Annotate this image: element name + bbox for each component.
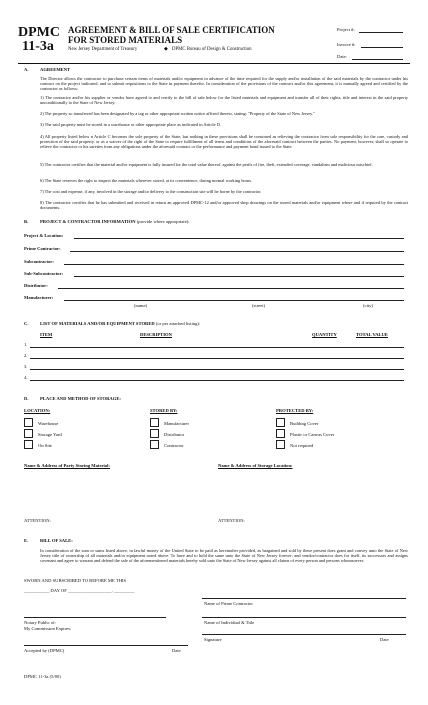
- agreement-intro: The Director allows the contractor to purchase certain items of materials and/or equipment in advance of the time required for the supply and/or installation of the said materials by the contractor under his contract on the project indicated, and to submit requisitions to the State in payment therefor. In consideration of the provisions of the contract and/or this agreement, it is mutually agreed and certified by the contractor as follows:: [40, 76, 408, 92]
- section-b-title: PROJECT & CONTRACTOR INFORMATION: [40, 219, 136, 224]
- option-manufacturer: Manufacturer: [164, 421, 189, 426]
- section-b-heading: [40, 219, 190, 225]
- form-code-2: 11-3a: [22, 39, 54, 54]
- list-item-row[interactable]: [30, 347, 404, 348]
- bill-of-sale-text: In consideration of the sum or sums listed above, in lawful money of the United State to be paid as hereinafter provided, as bargained and sold by these present does grant and convey unto the State of New Jersey title of ownership of all materials and/or equipment noted above. To have and to hold the same unto the State of New Jersey forever; and vendor/contractor does for itself, its successors and assigns covenant and agree to warrant and defend the sale of the aforementioned materials hereby sold unto the State of New Jersey against all claims of every person and persons whomsoever.: [40, 548, 408, 564]
- field-prime-contractor[interactable]: [70, 251, 404, 252]
- attention-label-1: ATTENTION:: [24, 518, 51, 523]
- section-d-title: PLACE AND METHOD OF STORAGE:: [40, 396, 121, 401]
- agreement-item-2: 2) The property so transferred has been designated by a tag or other appropriate written notice affixed thereto, stating: "Property of the State of New Jersey.": [40, 111, 315, 116]
- individual-title-caption: Name of Individual & Title: [204, 620, 255, 625]
- checkbox-plastic-canvas-cover[interactable]: [276, 429, 285, 438]
- checkbox-storage-yard[interactable]: [24, 429, 33, 438]
- project-number-field[interactable]: [359, 32, 403, 33]
- header-divider: [18, 63, 410, 64]
- field-project-location[interactable]: [74, 238, 404, 239]
- section-b-note: (provide where appropriate):: [136, 219, 190, 224]
- agreement-item-3: 3) The said property must be stored in a warehouse or other appropriate place as indicated in Article D.: [40, 122, 221, 127]
- commission-expires-label: My Commission Expires:: [24, 626, 72, 631]
- protected-by-heading: PROTECTED BY:: [276, 408, 314, 413]
- list-item-number: 4.: [24, 375, 28, 380]
- agreement-item-1: 1) The contractor and/or his supplier or vendor have agreed to and certify to the bill of sale below for the listed materials and equipment and transfer all of their rights, title and interest in the said property unconditionally to the State of New Jersey.: [40, 95, 408, 106]
- section-c-note: (or per attached listing):: [155, 321, 201, 326]
- agreement-item-5: 5) The contractor certifies that the material and/or equipment is fully insured for the total value thereof, against the perils of fire, theft, extended coverage, vandalism and malicious mischief.: [40, 162, 373, 167]
- section-c-heading: [40, 321, 200, 327]
- checkbox-building-cover[interactable]: [276, 418, 285, 427]
- bureau-label: DPMC Bureau of Design & Construction: [172, 47, 252, 52]
- section-b-letter: B.: [24, 219, 29, 224]
- accepted-date-caption: Date: [172, 648, 181, 653]
- option-storage-yard: Storage Yard: [38, 432, 62, 437]
- section-e-title: BILL OF SALE:: [40, 538, 73, 543]
- prime-contractor-signature-line[interactable]: [202, 598, 406, 599]
- section-a-letter: A.: [24, 67, 29, 72]
- field-sub-subcontractor[interactable]: [74, 276, 404, 277]
- caption-city: (city): [363, 303, 373, 308]
- list-item-number: 2.: [24, 353, 28, 358]
- sworn-statement: SWORN AND SUBSCRIBED TO BEFORE ME THIS: [24, 578, 127, 583]
- checkbox-distributor[interactable]: [150, 429, 159, 438]
- form-title-line-2: FOR STORED MATERIALS: [68, 35, 183, 45]
- section-e-letter: E.: [24, 538, 29, 543]
- location-heading: LOCATION:: [24, 408, 51, 413]
- signature-date-caption: Date: [380, 637, 389, 642]
- section-c-letter: C.: [24, 321, 29, 326]
- accepted-by-caption: Accepted by (DPMC): [24, 648, 65, 653]
- caption-street: (street): [252, 303, 266, 308]
- field-subcontractor[interactable]: [64, 264, 404, 265]
- section-c-title: LIST OF MATERIALS AND/OR EQUIPMENT STORED: [40, 321, 155, 326]
- option-distributor: Distributor: [164, 432, 185, 437]
- list-item-number: 1.: [24, 342, 28, 347]
- checkbox-contractor[interactable]: [150, 440, 159, 449]
- agreement-item-7: 7) The cost and expense, if any, involved in the storage and/or delivery to the construction site will be borne by the contractor.: [40, 189, 262, 194]
- section-a-title: AGREEMENT: [40, 67, 71, 72]
- stored-by-heading: STORED BY:: [150, 408, 178, 413]
- col-item: ITEM: [40, 332, 53, 337]
- caption-name: (name): [134, 303, 148, 308]
- prime-contractor-caption: Name of Prime Contractor: [204, 601, 253, 606]
- accepted-by-line[interactable]: [24, 645, 188, 646]
- day-of-line[interactable]: ___________ DAY OF ___________________, _________: [24, 588, 135, 593]
- option-building-cover: Building Cover: [290, 421, 319, 426]
- dept-label: New Jersey Department of Treasury: [68, 47, 138, 52]
- bullet-icon: ◆: [164, 47, 168, 52]
- option-warehouse: Warehouse: [38, 421, 59, 426]
- field-label-prime-contractor: Prime Contractor:: [24, 246, 61, 251]
- field-distributor[interactable]: [58, 288, 404, 289]
- list-item-number: 3.: [24, 364, 28, 369]
- form-title-line-1: AGREEMENT & BILL OF SALE CERTIFICATION: [68, 25, 275, 35]
- invoice-number-field[interactable]: [361, 47, 403, 48]
- list-item-row[interactable]: [30, 380, 404, 381]
- field-label-project-location: Project & Location:: [24, 233, 64, 238]
- checkbox-warehouse[interactable]: [24, 418, 33, 427]
- agreement-item-6: 6) The State reserves the right to inspect the materials wherever stored, at its convenience, during normal working hours.: [40, 178, 253, 183]
- agreement-item-4: 4) All property listed below n Article C becomes the sole property of the State, but nothing in these provisions shall be construed as relieving the contractor from sole responsibility for the care, custody and protection of the said property, or as a waiver of the right of the State to require fulfillment of all terms and conditions of the aforesaid contract between the parties. No payment, however, shall so operate to relieve the contractor or his sureties from any obligations under the aforesaid contract or the performance and payment bond issued to the State.: [40, 134, 408, 150]
- checkbox-not-required[interactable]: [276, 440, 285, 449]
- field-label-sub-subcontractor: Sub-Subcontractor:: [24, 271, 64, 276]
- date-label: Date:: [337, 54, 347, 59]
- signature-caption: Signature: [204, 637, 222, 642]
- form-code-1: DPMC: [18, 25, 60, 40]
- individual-title-line[interactable]: [202, 617, 406, 618]
- col-total-value: TOTAL VALUE: [356, 332, 388, 337]
- project-number-label: Project #:: [337, 27, 355, 32]
- attention-label-2: ATTENTION:: [218, 518, 245, 523]
- col-description: DESCRIPTION: [140, 332, 172, 337]
- option-contractor: Contractor: [164, 443, 184, 448]
- signature-line[interactable]: [202, 634, 406, 635]
- section-d-letter: D.: [24, 396, 29, 401]
- notary-public-label: Notary Public of:: [24, 620, 56, 625]
- option-not-required: Not required: [290, 443, 314, 448]
- checkbox-on-site[interactable]: [24, 440, 33, 449]
- checkbox-manufacturer[interactable]: [150, 418, 159, 427]
- option-plastic-canvas-cover: Plastic or Canvas Cover: [290, 432, 335, 437]
- field-manufacturer[interactable]: [64, 300, 404, 301]
- storage-location-label: Name & Address of Storage Location:: [218, 463, 293, 468]
- party-storing-label: Name & Address of Party Storing Material:: [24, 463, 110, 468]
- date-field[interactable]: [352, 59, 403, 60]
- footer-form-code: DPMC 11-3a (5/00): [24, 674, 61, 679]
- list-item-row[interactable]: [30, 369, 404, 370]
- field-label-distributor: Distributor:: [24, 283, 48, 288]
- option-on-site: On Site: [38, 443, 52, 448]
- invoice-number-label: Invoice #:: [337, 42, 356, 47]
- col-quantity: QUANTITY: [312, 332, 337, 337]
- field-label-manufacturer: Manufacturer:: [24, 295, 54, 300]
- list-item-row[interactable]: [30, 358, 404, 359]
- agreement-item-8: 8) The contractor certifies that he has submitted and received in return an approved DPMC-12 and/or approved shop drawings on the stored materials and/or equipment where and if required by the contract documents.: [40, 200, 408, 211]
- notary-line[interactable]: [24, 617, 166, 618]
- field-label-subcontractor: Subcontractor:: [24, 259, 54, 264]
